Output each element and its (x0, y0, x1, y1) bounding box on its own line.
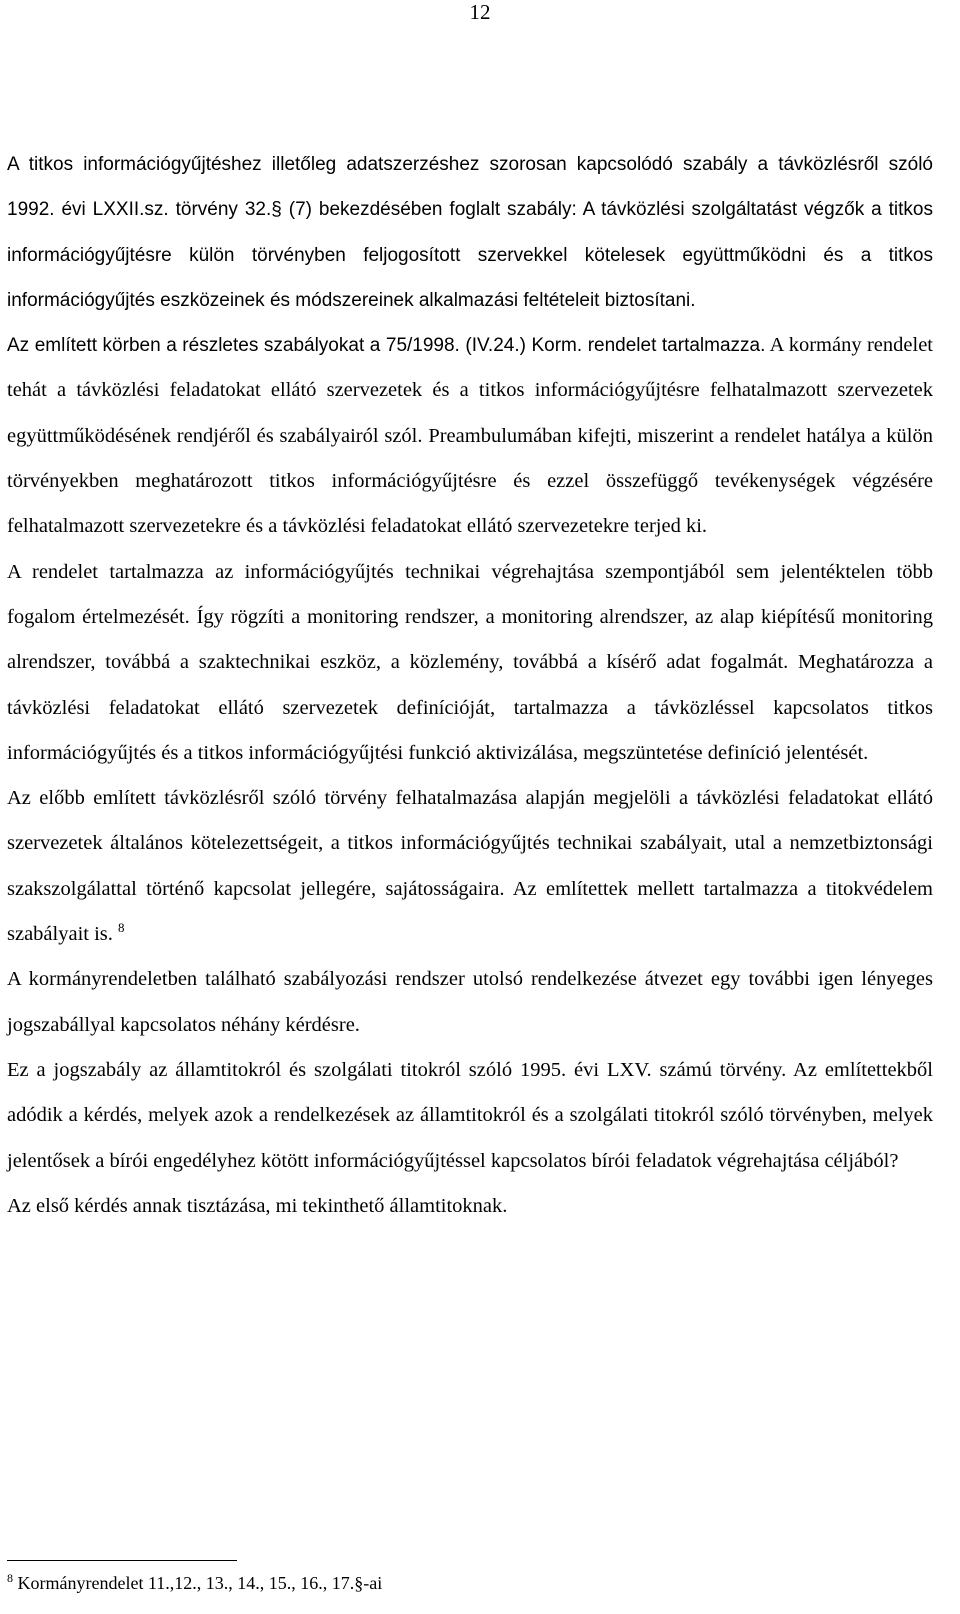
text-run: § (7) bekezdésében foglalt szabály: A távközlési szolgáltatást végzők a titkos információgyűjtésre külön törvényben feljogosított szervekkel kötelesek együttműködni és a titkos információgyűjtés eszközeinek és módszereinek alkalmazási feltételeit biztosítani. (7, 199, 933, 311)
text-run: Az előbb említett távközlésről szóló törvény felhatalmazása alapján megjelöli a távközlési feladatokat ellátó szervezetek általános kötelezettségeit, a titkos információgyűjtés technikai szabályait, utal a nemzetbiztonsági szakszolgálattal történő kapcsolat jellegére, sajátosságaira. Az említettek mellett tartalmazza a titokvédelem szabályait is. (7, 787, 933, 946)
text-run: A kormány rendelet tehát a távközlési feladatokat ellátó szervezetek és a titkos információgyűjtésre felhatalmazott szervezetek együttműködésének rendjéről és szabályairól szól. Preambulumában kifejti, miszerint a rendelet hatálya a külön törvényekben meghatározott titkos információgyűjtésre és ezzel összefüggő tevékenységek végzésére felhatalmazott szervezetekre és a távközlési feladatokat ellátó szervezetekre terjed ki. (7, 334, 933, 538)
paragraph-government-decree (7, 323, 933, 549)
body-text (7, 142, 933, 1229)
text-run: Az első kérdés annak tisztázása, mi tekinthető államtitoknak. (7, 1194, 508, 1217)
paragraph-state-secrets-law (7, 1048, 933, 1184)
text-run: Az említett körben a részletes szabályokat a 75/1998. (IV.24.) Korm. rendelet tartalmazza. (7, 335, 766, 357)
paragraph-first-question (7, 1184, 933, 1229)
paragraph-obligations (7, 776, 933, 957)
footnote-separator (7, 1560, 237, 1561)
page-number: 12 (469, 0, 491, 24)
text-run: Ez a jogszabály az államtitokról és szolgálati titokról szóló 1995. évi LXV. számú törvény. Az említettekből adódik a kérdés, melyek azok a rendelkezések az államtitokról és a szolgálati titokról szóló törvényben, melyek jelentősek a bírói engedélyhez kötött információgyűjtéssel kapcsolatos bírói feladatok végrehajtása céljából? (7, 1058, 933, 1172)
footnote-text: Kormányrendelet 11.,12., 13., 14., 15., 16., 17.§-ai (17, 1573, 383, 1593)
paragraph-telecom-rule (7, 142, 933, 323)
footnote-reference: 8 (118, 920, 125, 936)
paragraph-definitions (7, 550, 933, 776)
text-run: A rendelet tartalmazza az információgyűjtés technikai végrehajtása szempontjából sem jelentéktelen több fogalom értelmezését. Így rögzíti a monitoring rendszer, a monitoring alrendszer, az alap kiépítésű monitoring alrendszer, továbbá a szaktechnikai eszköz, a közlemény, továbbá a kísérő adat fogalmát. Meghatározza a távközlési feladatokat ellátó szervezetek definícióját, tartalmazza a távközléssel kapcsolatos titkos információgyűjtés és a titkos információgyűjtési funkció aktivizálása, megszüntetése definíció jelentését. (7, 560, 933, 764)
footnote-marker: 8 (7, 1571, 13, 1585)
text-run: A kormányrendeletben található szabályozási rendszer utolsó rendelkezése átvezet egy további igen lényeges jogszabállyal kapcsolatos néhány kérdésre. (7, 968, 933, 1036)
paragraph-transition (7, 957, 933, 1048)
footnote (7, 1568, 933, 1598)
text-run: A titkos információgyűjtéshez illetőleg adatszerzéshez szorosan kapcsolódó szabály a távközlésről szóló 1992. évi LXXII.sz. törvény 32. (7, 154, 933, 221)
